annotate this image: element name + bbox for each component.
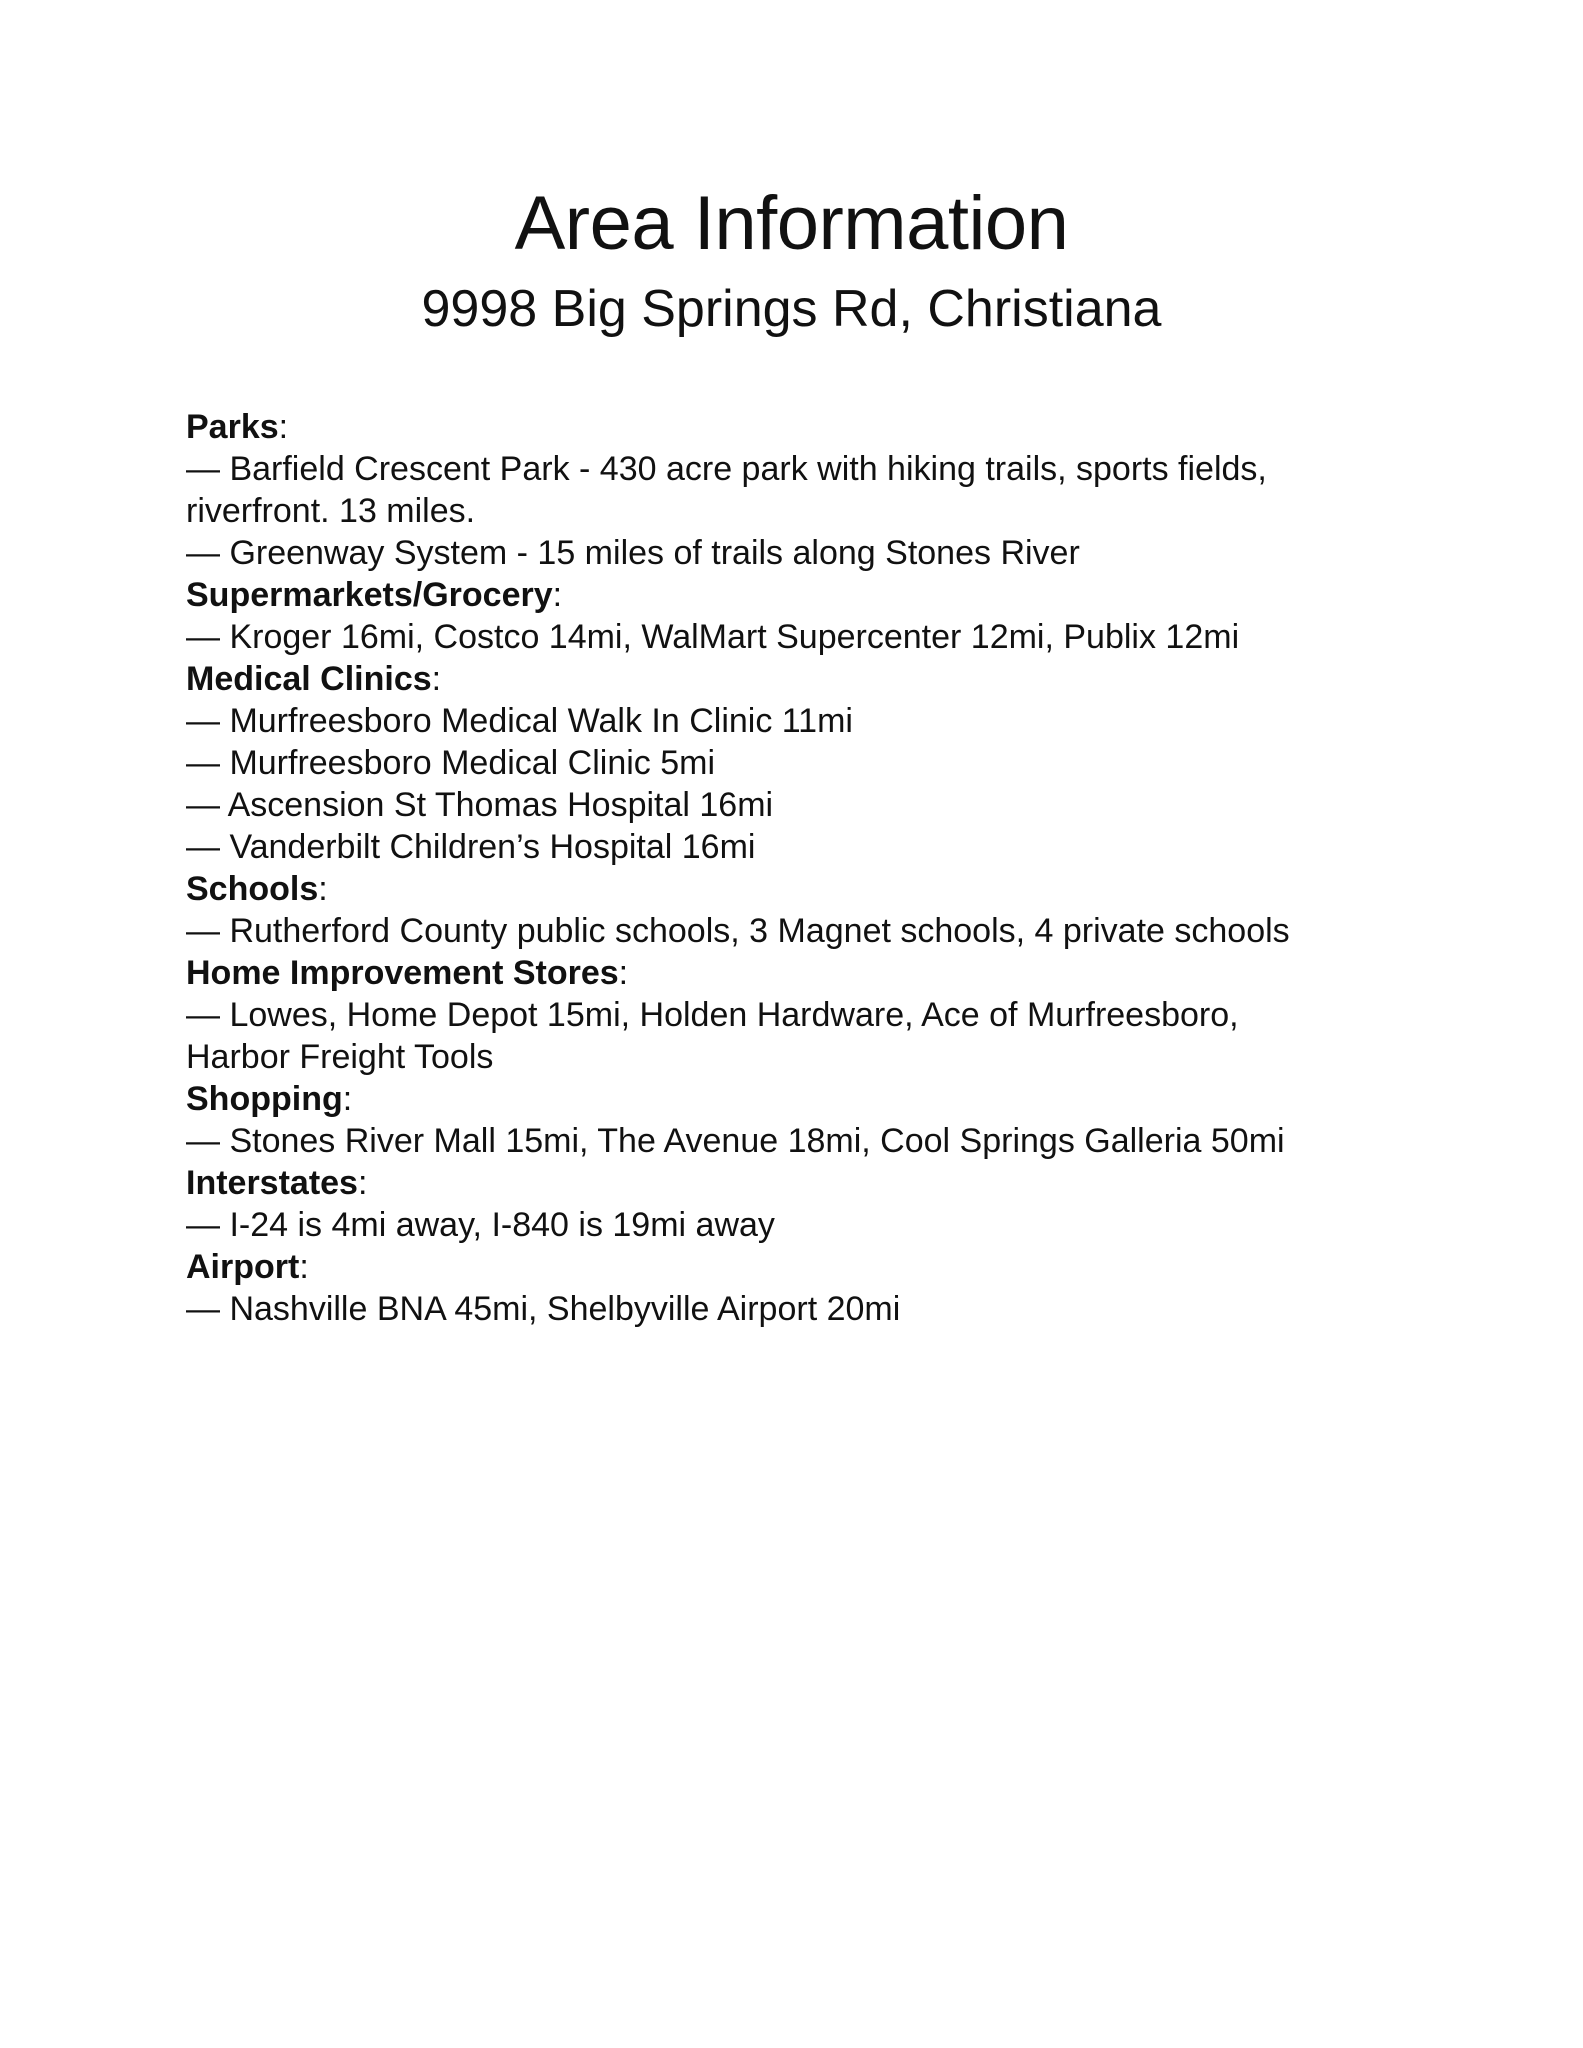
- section-heading-colon: :: [431, 660, 442, 698]
- section-heading: [186, 868, 1416, 910]
- section-heading-colon: :: [318, 870, 328, 908]
- section-heading-label: Airport: [186, 1248, 300, 1286]
- section-heading: [186, 658, 1416, 700]
- section-heading-colon: :: [552, 576, 563, 614]
- section-heading-label: Supermarkets/Grocery: [186, 576, 553, 614]
- section-heading-colon: :: [278, 408, 289, 446]
- list-item: — Rutherford County public schools, 3 Magnet schools, 4 private schools: [186, 912, 1290, 950]
- section-heading-label: Home Improvement Stores: [186, 954, 619, 992]
- list-item: — Greenway System - 15 miles of trails along Stones River: [186, 534, 1080, 572]
- section-heading-colon: :: [342, 1080, 353, 1118]
- section-airport: [186, 1246, 1416, 1330]
- section-heading-label: Parks: [186, 408, 279, 446]
- section-parks: [186, 406, 1416, 574]
- section-heading: [186, 1162, 1416, 1204]
- list-item: — Nashville BNA 45mi, Shelbyville Airport 20mi: [186, 1290, 901, 1328]
- list-item: riverfront. 13 miles.: [186, 492, 476, 530]
- section-heading: [186, 1078, 1416, 1120]
- section-heading-label: Interstates: [186, 1164, 358, 1202]
- area-info-content: [186, 406, 1416, 1330]
- section-heading-label: Medical Clinics: [186, 660, 432, 698]
- section-heading-label: Schools: [186, 870, 319, 908]
- section-heading-colon: :: [357, 1164, 368, 1202]
- list-item: — Murfreesboro Medical Walk In Clinic 11mi: [186, 702, 853, 740]
- section-heading-colon: :: [618, 954, 629, 992]
- list-item: — Lowes, Home Depot 15mi, Holden Hardware, Ace of Murfreesboro,: [186, 996, 1239, 1034]
- list-item: — Vanderbilt Children’s Hospital 16mi: [186, 828, 756, 866]
- section-heading: [186, 952, 1416, 994]
- list-item: — Barfield Crescent Park - 430 acre park with hiking trails, sports fields,: [186, 450, 1267, 488]
- section-heading: [186, 406, 1416, 448]
- section-heading: [186, 574, 1416, 616]
- list-item: — I-24 is 4mi away, I-840 is 19mi away: [186, 1206, 775, 1244]
- section-interstates: [186, 1162, 1416, 1246]
- section-medical-clinics: [186, 658, 1416, 868]
- section-schools: [186, 868, 1416, 952]
- section-shopping: [186, 1078, 1416, 1162]
- section-home-improvement-stores: [186, 952, 1416, 1078]
- list-item: Harbor Freight Tools: [186, 1038, 494, 1076]
- list-item: — Ascension St Thomas Hospital 16mi: [186, 786, 774, 824]
- list-item: — Murfreesboro Medical Clinic 5mi: [186, 744, 716, 782]
- page-title: Area Information: [514, 181, 1069, 266]
- list-item: — Kroger 16mi, Costco 14mi, WalMart Supercenter 12mi, Publix 12mi: [186, 618, 1240, 656]
- section-supermarkets-grocery: [186, 574, 1416, 658]
- section-heading-colon: :: [299, 1248, 309, 1286]
- list-item: — Stones River Mall 15mi, The Avenue 18mi, Cool Springs Galleria 50mi: [186, 1122, 1285, 1160]
- section-heading-label: Shopping: [186, 1080, 343, 1118]
- section-heading: [186, 1246, 1416, 1288]
- page-subtitle-address: 9998 Big Springs Rd, Christiana: [421, 280, 1162, 338]
